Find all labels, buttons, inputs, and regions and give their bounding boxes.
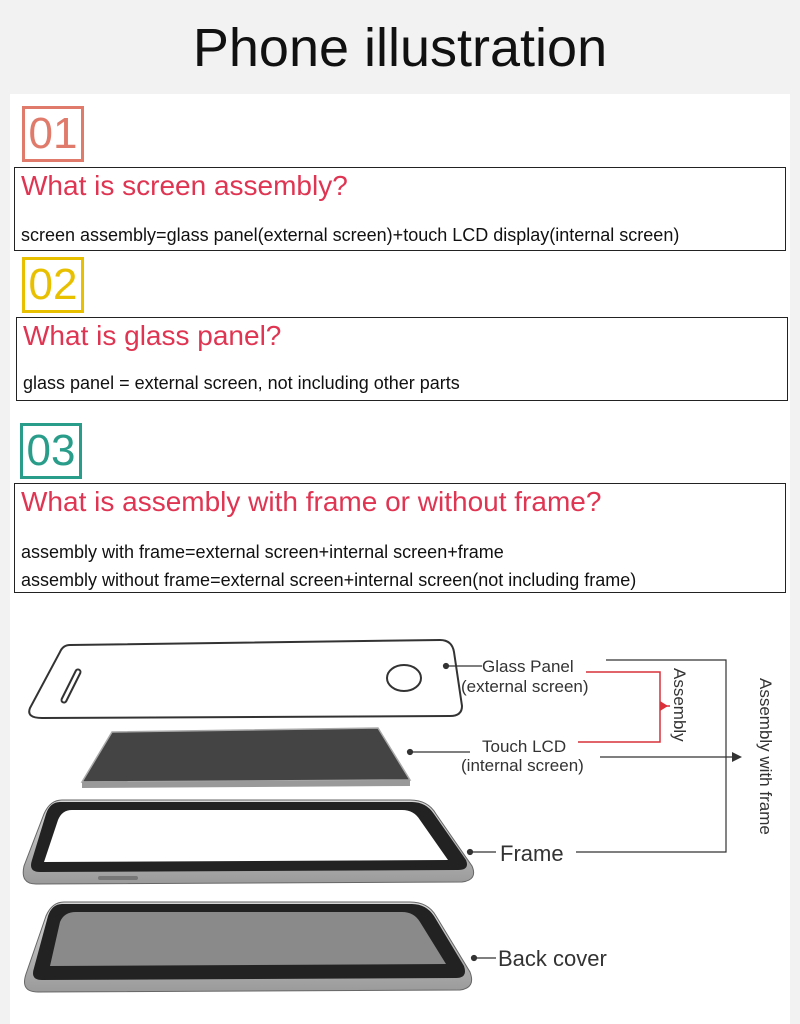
- section-02-answer: glass panel = external screen, not including other parts: [23, 373, 460, 393]
- assembly-bracket: [578, 672, 670, 742]
- assembly-with-frame-bracket: [576, 660, 742, 852]
- back-cover-label: Back cover: [498, 946, 607, 971]
- assembly-with-frame-label: Assembly with frame: [756, 678, 775, 835]
- page-title: Phone illustration: [192, 18, 608, 78]
- section-01-box: [14, 167, 786, 251]
- assembly-label: Assembly: [670, 668, 689, 742]
- section-number-01: 01: [22, 106, 84, 162]
- glass-panel-sublabel: (external screen): [461, 677, 589, 696]
- section-01-question: What is screen assembly?: [21, 170, 348, 201]
- back-cover-part: [25, 902, 472, 992]
- section-02-box: [16, 317, 788, 401]
- frame-part: [23, 800, 473, 884]
- section-03-box: [14, 483, 786, 593]
- section-03-answer-with-frame: assembly with frame=external screen+internal screen+frame: [21, 542, 504, 562]
- glass-panel-label: Glass Panel: [482, 657, 574, 676]
- glass-panel-part: [29, 640, 462, 718]
- touch-lcd-part: [82, 728, 410, 788]
- section-number-03: 03: [20, 423, 82, 479]
- touch-lcd-label: Touch LCD: [482, 737, 567, 756]
- frame-label: Frame: [500, 841, 564, 866]
- section-03-answer-without-frame: assembly without frame=external screen+internal screen(not including frame): [21, 570, 637, 590]
- touch-lcd-sublabel: (internal screen): [461, 756, 584, 775]
- section-03-question: What is assembly with frame or without frame?: [21, 486, 602, 517]
- section-02-question: What is glass panel?: [23, 320, 282, 351]
- phone-exploded-diagram: [0, 620, 800, 1024]
- section-01-answer: screen assembly=glass panel(external screen)+touch LCD display(internal screen): [21, 225, 680, 245]
- section-number-02: 02: [22, 257, 84, 313]
